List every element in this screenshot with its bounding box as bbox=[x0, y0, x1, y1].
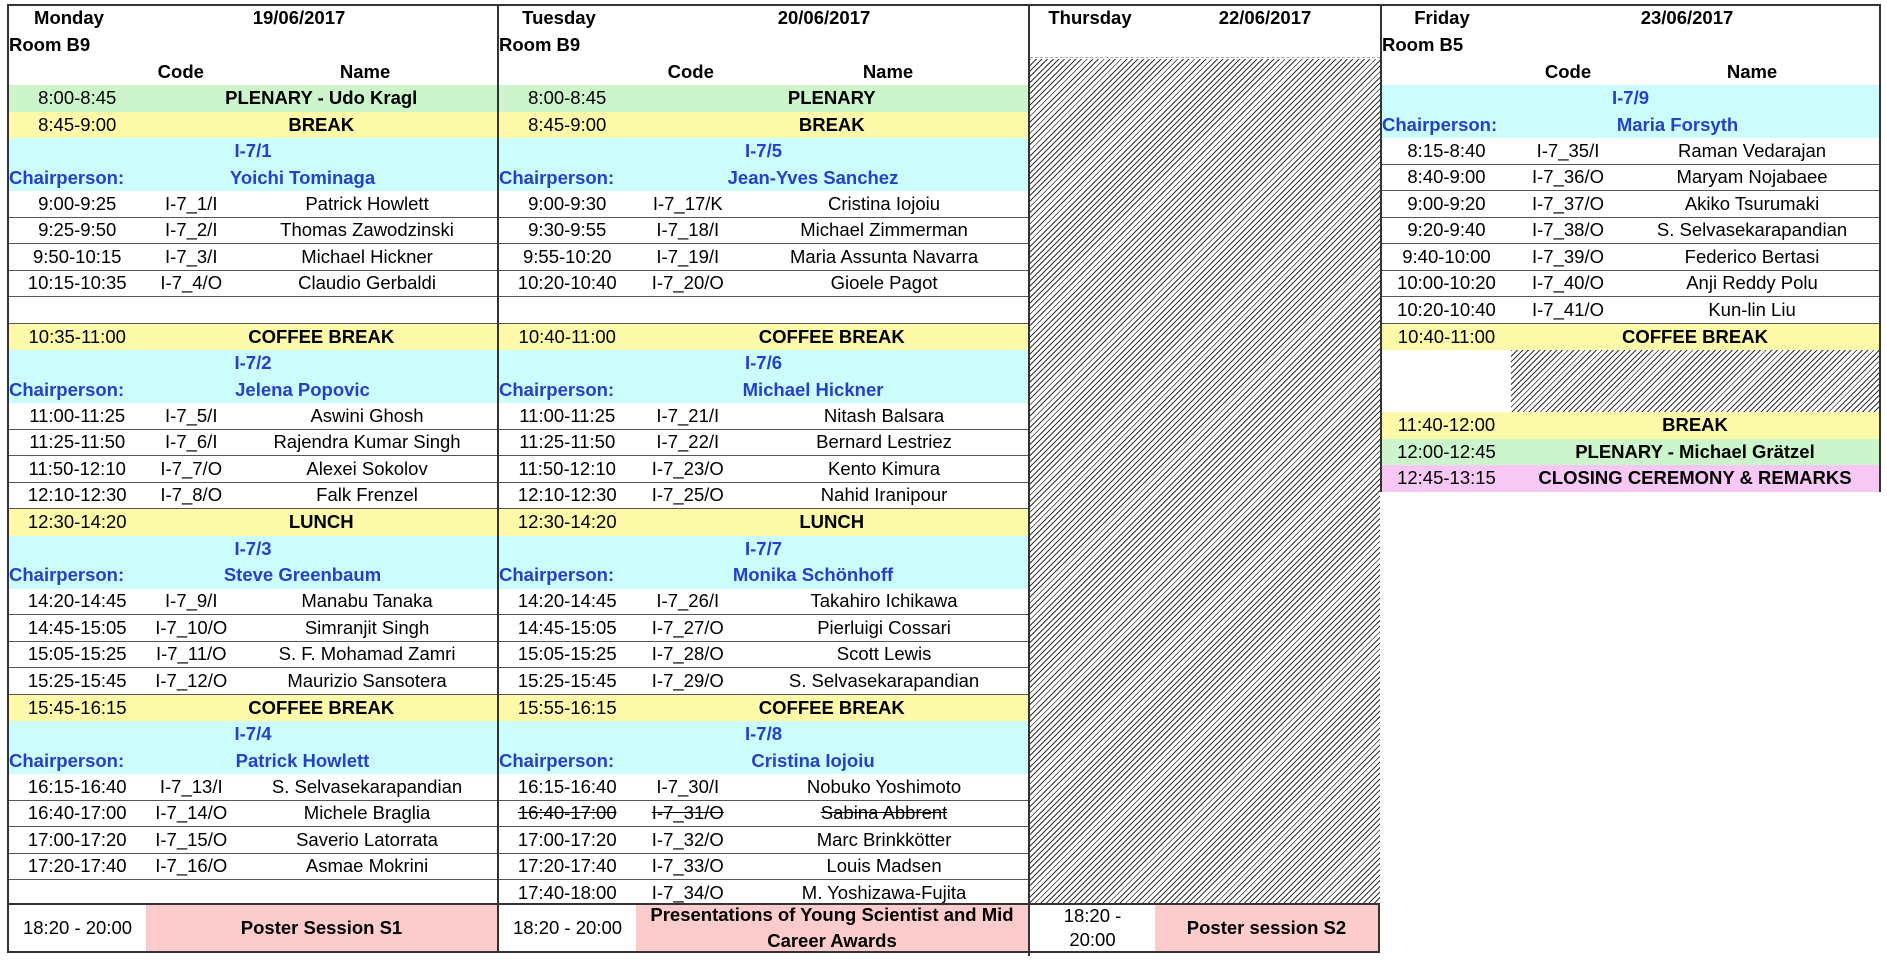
chairperson-label: Chairperson: bbox=[9, 564, 125, 586]
talk-code: I-7_9/I bbox=[165, 590, 218, 612]
talk-code: I-7_3/I bbox=[165, 245, 218, 267]
thursday-poster-time: 18:20 - 20:00 bbox=[1030, 905, 1155, 951]
break-row bbox=[499, 509, 1028, 536]
monday-poster-time: 18:20 - 20:00 bbox=[9, 905, 146, 951]
talk-time: 16:15-16:40 bbox=[517, 775, 617, 797]
thursday-day-label: Thursday bbox=[1048, 7, 1132, 28]
table-row bbox=[9, 827, 497, 854]
break-row bbox=[9, 509, 497, 536]
chairperson-name: Monika Schönhoff bbox=[732, 564, 894, 586]
table-row bbox=[1382, 218, 1879, 245]
code-header: Code bbox=[1544, 60, 1592, 82]
chairperson-name: Cristina Iojoiu bbox=[751, 749, 875, 771]
chairperson-name: Patrick Howlett bbox=[235, 749, 370, 771]
chairperson-label: Chairperson: bbox=[499, 166, 615, 188]
speaker-name: Nahid Iranipour bbox=[820, 484, 948, 506]
speaker-name: Kento Kimura bbox=[828, 457, 941, 479]
speaker-name: Gioele Pagot bbox=[830, 272, 938, 294]
talk-time: 16:40-17:00 bbox=[27, 802, 127, 824]
slot-title: BREAK bbox=[798, 113, 865, 135]
talk-code: I-7_28/O bbox=[651, 643, 724, 665]
speaker-name: Nitash Balsara bbox=[823, 404, 945, 426]
talk-code: I-7_35/I bbox=[1536, 139, 1600, 161]
talk-time: 11:50-12:10 bbox=[518, 457, 616, 479]
thursday-column bbox=[1028, 4, 1380, 956]
monday-column-headers bbox=[9, 58, 497, 85]
talk-time: 10:15-10:35 bbox=[27, 272, 127, 294]
slot-title: COFFEE BREAK bbox=[758, 696, 905, 718]
chairperson-row bbox=[9, 748, 497, 775]
session-title-row bbox=[9, 138, 497, 165]
chairperson-name: Jelena Popovic bbox=[235, 378, 370, 400]
talk-code: I-7_41/O bbox=[1532, 298, 1604, 320]
chairperson-label: Chairperson: bbox=[9, 378, 125, 400]
speaker-name: Thomas Zawodzinski bbox=[280, 219, 454, 241]
talk-code: I-7_7/O bbox=[160, 457, 223, 479]
table-row bbox=[9, 403, 497, 430]
talk-code: I-7_18/I bbox=[656, 219, 720, 241]
slot-title: COFFEE BREAK bbox=[1622, 325, 1768, 347]
talk-code: I-7_25/O bbox=[651, 484, 724, 506]
table-row bbox=[499, 483, 1028, 510]
slot-title: COFFEE BREAK bbox=[758, 325, 905, 347]
table-row bbox=[9, 218, 497, 245]
talk-code: I-7_26/I bbox=[656, 590, 720, 612]
table-row bbox=[499, 218, 1028, 245]
talk-time: 11:25-11:50 bbox=[29, 431, 126, 453]
table-row bbox=[9, 801, 497, 828]
talk-code: I-7_27/O bbox=[651, 616, 724, 638]
session-title: I-7/1 bbox=[234, 140, 272, 162]
tuesday-date: 20/06/2017 bbox=[777, 7, 871, 28]
slot-time: 10:40-11:00 bbox=[518, 325, 616, 347]
chairperson-label: Chairperson: bbox=[499, 749, 615, 771]
session-title: I-7/5 bbox=[744, 140, 783, 162]
talk-code: I-7_8/O bbox=[160, 484, 223, 506]
talk-code: I-7_4/O bbox=[160, 272, 223, 294]
empty-row bbox=[9, 297, 497, 324]
monday-column bbox=[7, 4, 497, 907]
talk-time: 9:55-10:20 bbox=[523, 245, 612, 267]
session-title-row bbox=[9, 350, 497, 377]
thursday-poster-row bbox=[1028, 903, 1380, 953]
table-row bbox=[1382, 191, 1879, 218]
talk-time: 12:10-12:30 bbox=[27, 484, 127, 506]
slot-title: PLENARY bbox=[787, 87, 876, 109]
talk-time: 10:20-10:40 bbox=[517, 272, 617, 294]
speaker-name: Anji Reddy Polu bbox=[1686, 272, 1818, 294]
talk-code: I-7_1/I bbox=[165, 192, 218, 214]
friday-column bbox=[1380, 4, 1881, 492]
talk-code: I-7_33/O bbox=[651, 855, 724, 877]
session-title-row bbox=[499, 350, 1028, 377]
talk-code: I-7_22/I bbox=[656, 431, 720, 453]
break-row bbox=[1382, 324, 1879, 351]
talk-time: 11:00-11:25 bbox=[29, 404, 126, 426]
table-row bbox=[499, 668, 1028, 695]
talk-time: 14:45-15:05 bbox=[517, 616, 617, 638]
talk-time: 14:20-14:45 bbox=[27, 590, 127, 612]
chairperson-row bbox=[499, 377, 1028, 404]
code-header: Code bbox=[157, 60, 204, 82]
slot-time: 8:00-8:45 bbox=[528, 87, 607, 109]
table-row bbox=[9, 774, 497, 801]
talk-time: 15:25-15:45 bbox=[517, 669, 617, 691]
talk-code: I-7_5/I bbox=[165, 404, 218, 426]
chairperson-row bbox=[499, 562, 1028, 589]
tuesday-header bbox=[499, 4, 1028, 32]
slot-time: 15:45-16:15 bbox=[27, 696, 127, 718]
table-row bbox=[9, 589, 497, 616]
friday-date: 23/06/2017 bbox=[1640, 7, 1734, 28]
break-row bbox=[9, 695, 497, 722]
talk-time: 16:40-17:00 bbox=[517, 802, 617, 824]
table-row bbox=[1382, 165, 1879, 192]
table-row bbox=[1382, 244, 1879, 271]
talk-code: I-7_6/I bbox=[165, 431, 218, 453]
slot-title: COFFEE BREAK bbox=[248, 325, 395, 347]
talk-code: I-7_40/O bbox=[1532, 272, 1604, 294]
talk-code: I-7_36/O bbox=[1532, 166, 1604, 188]
speaker-name: Manabu Tanaka bbox=[301, 590, 433, 612]
monday-poster-title: Poster Session S1 bbox=[146, 905, 497, 951]
speaker-name: S. Selvasekarapandian bbox=[271, 775, 463, 797]
talk-code: I-7_13/I bbox=[159, 775, 223, 797]
speaker-name: Patrick Howlett bbox=[305, 192, 429, 214]
speaker-name: Maria Assunta Navarra bbox=[789, 245, 979, 267]
table-row bbox=[499, 430, 1028, 457]
chairperson-label: Chairperson: bbox=[499, 378, 615, 400]
talk-code: I-7_12/O bbox=[155, 669, 228, 691]
break-row bbox=[499, 324, 1028, 351]
session-title: I-7/3 bbox=[234, 537, 272, 559]
talk-code: I-7_39/O bbox=[1532, 245, 1604, 267]
table-row bbox=[499, 456, 1028, 483]
speaker-name: Scott Lewis bbox=[836, 643, 932, 665]
friday-room-label: Room B5 bbox=[1382, 34, 1464, 55]
table-row bbox=[9, 430, 497, 457]
talk-code: I-7_10/O bbox=[155, 616, 228, 638]
speaker-name: Alexei Sokolov bbox=[306, 457, 428, 479]
talk-time: 15:05-15:25 bbox=[27, 643, 127, 665]
table-row bbox=[499, 271, 1028, 298]
slot-title: CLOSING CEREMONY & REMARKS bbox=[1538, 467, 1852, 489]
tuesday-column-headers bbox=[499, 58, 1028, 85]
table-row bbox=[9, 642, 497, 669]
speaker-name: Takahiro Ichikawa bbox=[810, 590, 958, 612]
session-title-row bbox=[1382, 85, 1879, 112]
empty-row bbox=[499, 297, 1028, 324]
table-row bbox=[9, 244, 497, 271]
chairperson-row bbox=[499, 748, 1028, 775]
friday-day-label: Friday bbox=[1414, 7, 1470, 28]
plenary-row bbox=[9, 85, 497, 112]
talk-time: 11:00-11:25 bbox=[519, 404, 616, 426]
table-row bbox=[499, 615, 1028, 642]
talk-time: 9:30-9:55 bbox=[528, 219, 607, 241]
chairperson-row bbox=[9, 562, 497, 589]
plenary-row bbox=[499, 85, 1028, 112]
break-row bbox=[499, 695, 1028, 722]
tuesday-poster-time: 18:20 - 20:00 bbox=[499, 905, 636, 951]
table-row bbox=[499, 403, 1028, 430]
talk-code: I-7_16/O bbox=[155, 855, 228, 877]
slot-time: 10:35-11:00 bbox=[28, 325, 126, 347]
talk-time: 9:00-9:30 bbox=[528, 192, 607, 214]
break-row bbox=[9, 324, 497, 351]
talk-time: 17:00-17:20 bbox=[27, 828, 127, 850]
session-title-row bbox=[499, 138, 1028, 165]
speaker-name: Federico Bertasi bbox=[1684, 245, 1820, 267]
table-row bbox=[499, 191, 1028, 218]
monday-header bbox=[9, 4, 497, 32]
speaker-name: Cristina Iojoiu bbox=[828, 192, 941, 214]
talk-code: I-7_23/O bbox=[651, 457, 724, 479]
session-title-row bbox=[9, 721, 497, 748]
slot-title: COFFEE BREAK bbox=[248, 696, 395, 718]
speaker-name: Falk Frenzel bbox=[316, 484, 418, 506]
speaker-name: S. F. Mohamad Zamri bbox=[278, 643, 456, 665]
talk-time: 12:10-12:30 bbox=[517, 484, 617, 506]
slot-time: 8:45-9:00 bbox=[528, 113, 607, 135]
talk-time: 8:15-8:40 bbox=[1407, 139, 1486, 161]
talk-time: 9:40-10:00 bbox=[1402, 245, 1491, 267]
talk-time: 10:20-10:40 bbox=[1397, 298, 1496, 320]
break-row bbox=[499, 112, 1028, 139]
speaker-name: Aswini Ghosh bbox=[310, 404, 424, 426]
monday-schedule bbox=[9, 85, 497, 907]
friday-header bbox=[1382, 4, 1879, 32]
session-title-row bbox=[499, 721, 1028, 748]
talk-time: 17:00-17:20 bbox=[517, 828, 617, 850]
table-row bbox=[9, 668, 497, 695]
speaker-name: Bernard Lestriez bbox=[816, 431, 952, 453]
tuesday-day-label: Tuesday bbox=[522, 7, 596, 28]
speaker-name: Claudio Gerbaldi bbox=[298, 272, 436, 294]
talk-code: I-7_32/O bbox=[651, 828, 724, 850]
slot-time: 8:00-8:45 bbox=[38, 87, 117, 109]
plenary-row bbox=[1382, 439, 1879, 466]
talk-time: 9:50-10:15 bbox=[32, 245, 122, 267]
thursday-header bbox=[1030, 4, 1380, 32]
thursday-date: 22/06/2017 bbox=[1218, 7, 1312, 28]
table-row bbox=[499, 244, 1028, 271]
talk-code: I-7_20/O bbox=[651, 272, 724, 294]
slot-title: BREAK bbox=[288, 113, 355, 135]
chairperson-label: Chairperson: bbox=[499, 564, 615, 586]
table-row bbox=[9, 456, 497, 483]
table-row bbox=[499, 589, 1028, 616]
table-row bbox=[9, 854, 497, 881]
table-row bbox=[9, 271, 497, 298]
talk-code: I-7_21/I bbox=[656, 404, 720, 426]
slot-time: 10:40-11:00 bbox=[1397, 325, 1496, 347]
tuesday-column bbox=[497, 4, 1028, 907]
chairperson-label: Chairperson: bbox=[1382, 113, 1498, 135]
talk-time: 11:25-11:50 bbox=[519, 431, 616, 453]
table-row bbox=[1382, 271, 1879, 298]
talk-time: 17:20-17:40 bbox=[517, 855, 617, 877]
gap-row bbox=[1382, 350, 1879, 412]
talk-code: I-7_17/K bbox=[652, 192, 723, 214]
table-row bbox=[499, 827, 1028, 854]
speaker-name: Simranjit Singh bbox=[304, 616, 430, 638]
talk-time: 14:20-14:45 bbox=[517, 590, 617, 612]
monday-date: 19/06/2017 bbox=[252, 7, 346, 28]
tuesday-room-label: Room B9 bbox=[499, 34, 581, 55]
chairperson-row bbox=[9, 165, 497, 192]
tuesday-poster-row bbox=[497, 903, 1028, 953]
name-header: Name bbox=[862, 60, 914, 82]
name-header: Name bbox=[339, 60, 391, 82]
chairperson-label: Chairperson: bbox=[9, 166, 125, 188]
talk-time: 9:00-9:20 bbox=[1407, 192, 1486, 214]
talk-code: I-7_37/O bbox=[1532, 192, 1604, 214]
table-row bbox=[9, 483, 497, 510]
chairperson-name: Yoichi Tominaga bbox=[229, 166, 376, 188]
chairperson-row bbox=[1382, 112, 1879, 139]
talk-code: I-7_31/O bbox=[651, 802, 724, 824]
gap-blank bbox=[1382, 350, 1511, 412]
chairperson-name: Michael Hickner bbox=[742, 378, 884, 400]
table-row bbox=[499, 642, 1028, 669]
speaker-name: Marc Brinkkötter bbox=[816, 828, 952, 850]
session-title: I-7/8 bbox=[744, 723, 783, 745]
speaker-name: Maryam Nojabaee bbox=[1676, 166, 1828, 188]
code-header: Code bbox=[667, 60, 714, 82]
table-row bbox=[9, 615, 497, 642]
closing-row bbox=[1382, 465, 1879, 492]
slot-title: PLENARY - Udo Kragl bbox=[225, 87, 418, 109]
chairperson-name: Maria Forsyth bbox=[1616, 113, 1739, 135]
chairperson-row bbox=[9, 377, 497, 404]
session-title: I-7/6 bbox=[744, 352, 783, 374]
slot-title: LUNCH bbox=[288, 511, 354, 533]
friday-schedule bbox=[1382, 85, 1879, 492]
speaker-name: Michael Hickner bbox=[301, 245, 433, 267]
talk-code: I-7_2/I bbox=[165, 219, 218, 241]
talk-code: I-7_38/O bbox=[1532, 219, 1604, 241]
friday-column-headers bbox=[1382, 58, 1879, 85]
speaker-name: M. Yoshizawa-Fujita bbox=[801, 881, 967, 903]
chairperson-name: Steve Greenbaum bbox=[223, 564, 382, 586]
talk-time: 17:20-17:40 bbox=[27, 855, 127, 877]
slot-time: 12:30-14:20 bbox=[27, 511, 127, 533]
table-row bbox=[499, 854, 1028, 881]
talk-time: 10:00-10:20 bbox=[1397, 272, 1496, 294]
slot-time: 12:30-14:20 bbox=[517, 511, 617, 533]
speaker-name: Kun-lin Liu bbox=[1708, 298, 1796, 320]
chairperson-row bbox=[499, 165, 1028, 192]
slot-title: BREAK bbox=[1662, 414, 1728, 436]
monday-room-label: Room B9 bbox=[9, 34, 91, 55]
name-header: Name bbox=[1726, 60, 1778, 82]
speaker-name: Saverio Latorrata bbox=[296, 828, 438, 850]
slot-time: 12:00-12:45 bbox=[1397, 440, 1496, 462]
slot-time: 15:55-16:15 bbox=[517, 696, 617, 718]
speaker-name: Pierluigi Cossari bbox=[817, 616, 951, 638]
tuesday-poster-title: Presentations of Young Scientist and Mid Career Awards bbox=[636, 905, 1028, 951]
session-title: I-7/2 bbox=[234, 352, 272, 374]
thursday-poster-title: Poster session S2 bbox=[1155, 905, 1378, 951]
chairperson-label: Chairperson: bbox=[9, 749, 125, 771]
table-row bbox=[1382, 138, 1879, 165]
speaker-name: Michele Braglia bbox=[303, 802, 431, 824]
talk-time: 9:25-9:50 bbox=[38, 219, 117, 241]
monday-poster-row bbox=[7, 903, 497, 953]
speaker-name: Akiko Tsurumaki bbox=[1684, 192, 1820, 214]
slot-title: LUNCH bbox=[799, 511, 865, 533]
session-title-row bbox=[9, 536, 497, 563]
talk-code: I-7_34/O bbox=[651, 881, 724, 903]
talk-time: 15:05-15:25 bbox=[517, 643, 617, 665]
break-row bbox=[1382, 412, 1879, 439]
speaker-name: Michael Zimmerman bbox=[800, 219, 968, 241]
slot-time: 12:45-13:15 bbox=[1397, 467, 1496, 489]
session-title-row bbox=[499, 536, 1028, 563]
slot-time: 11:40-12:00 bbox=[1397, 414, 1496, 436]
talk-time: 17:40-18:00 bbox=[517, 881, 617, 903]
chairperson-name: Jean-Yves Sanchez bbox=[727, 166, 899, 188]
table-row bbox=[499, 801, 1028, 828]
speaker-name: Rajendra Kumar Singh bbox=[273, 431, 461, 453]
speaker-name: Maurizio Sansotera bbox=[287, 669, 447, 691]
speaker-name: Sabina Abbrent bbox=[820, 802, 948, 824]
session-title: I-7/9 bbox=[1611, 87, 1650, 109]
talk-code: I-7_11/O bbox=[155, 643, 227, 665]
speaker-name: Asmae Mokrini bbox=[305, 855, 429, 877]
gap-hatched bbox=[1511, 350, 1879, 412]
talk-time: 9:00-9:25 bbox=[38, 192, 117, 214]
speaker-name: Nobuko Yoshimoto bbox=[806, 775, 962, 797]
session-title: I-7/7 bbox=[744, 537, 783, 559]
table-row bbox=[499, 774, 1028, 801]
talk-code: I-7_15/O bbox=[155, 828, 228, 850]
speaker-name: Louis Madsen bbox=[826, 855, 942, 877]
talk-code: I-7_30/I bbox=[656, 775, 720, 797]
session-title: I-7/4 bbox=[234, 723, 272, 745]
talk-time: 11:50-12:10 bbox=[28, 457, 126, 479]
speaker-name: S. Selvasekarapandian bbox=[788, 669, 980, 691]
friday-room bbox=[1382, 32, 1879, 58]
thursday-hatched-area bbox=[1030, 59, 1380, 907]
talk-time: 9:20-9:40 bbox=[1407, 219, 1486, 241]
table-row bbox=[1382, 297, 1879, 324]
monday-room bbox=[9, 32, 497, 58]
talk-time: 14:45-15:05 bbox=[27, 616, 127, 638]
talk-code: I-7_29/O bbox=[651, 669, 724, 691]
tuesday-room bbox=[499, 32, 1028, 58]
tuesday-schedule bbox=[499, 85, 1028, 907]
break-row bbox=[9, 112, 497, 139]
talk-time: 8:40-9:00 bbox=[1407, 166, 1486, 188]
slot-time: 8:45-9:00 bbox=[38, 113, 117, 135]
talk-code: I-7_19/I bbox=[656, 245, 720, 267]
monday-day-label: Monday bbox=[34, 7, 104, 28]
talk-time: 16:15-16:40 bbox=[27, 775, 127, 797]
table-row bbox=[9, 191, 497, 218]
speaker-name: S. Selvasekarapandian bbox=[1656, 219, 1848, 241]
talk-code: I-7_14/O bbox=[155, 802, 228, 824]
speaker-name: Raman Vedarajan bbox=[1677, 139, 1827, 161]
talk-time: 15:25-15:45 bbox=[27, 669, 127, 691]
slot-title: PLENARY - Michael Grätzel bbox=[1575, 440, 1815, 462]
thursday-spacer bbox=[1030, 32, 1380, 58]
